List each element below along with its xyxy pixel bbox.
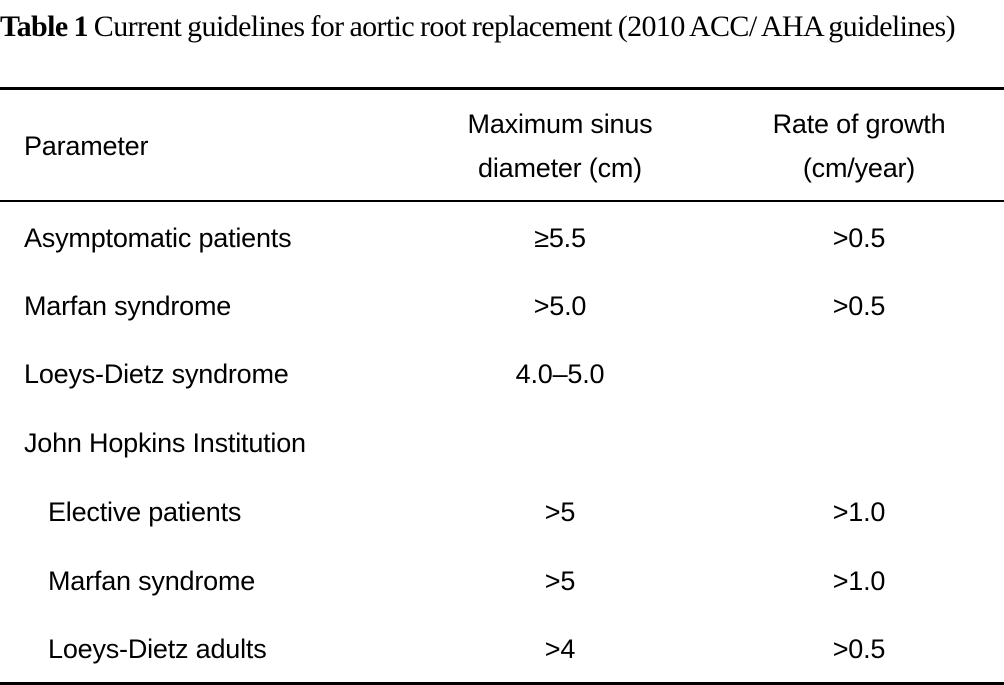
row-parameter: Loeys-Dietz adults [48,634,267,664]
header-diameter-line1: Maximum sinus [467,109,653,139]
row-diameter: 4.0–5.0 [515,359,605,389]
row-diameter: >5 [544,497,576,527]
row-rate: >0.5 [832,634,886,664]
header-rate-line1: Rate of growth [772,109,946,139]
header-diameter [424,102,696,190]
header-parameter: Parameter [24,131,149,161]
row-parameter: Asymptomatic patients [24,223,292,253]
row-rate: >1.0 [832,566,886,596]
top-rule [0,87,1004,90]
row-parameter: Loeys-Dietz syndrome [24,359,289,389]
row-diameter: >5 [544,566,576,596]
row-parameter: Elective patients [48,497,242,527]
header-diameter-line2: diameter (cm) [478,153,642,183]
header-rate-line2: (cm/year) [802,153,916,183]
row-parameter: Marfan syndrome [24,291,232,321]
row-diameter: >5.0 [533,291,587,321]
header-rate [718,102,1000,190]
row-parameter: Marfan syndrome [48,566,256,596]
row-rate: >0.5 [832,223,886,253]
row-diameter: >4 [544,634,576,664]
table-label: Table 1 [0,10,88,43]
row-rate: >1.0 [832,497,886,527]
table-title: Current guidelines for aortic root replacement (2010 ACC/ AHA guidelines) [87,10,955,43]
row-group-label: John Hopkins Institution [24,428,306,458]
row-rate: >0.5 [832,291,886,321]
row-diameter: ≥5.5 [534,223,586,253]
table-caption [0,8,1004,46]
header-rule [0,200,1004,202]
